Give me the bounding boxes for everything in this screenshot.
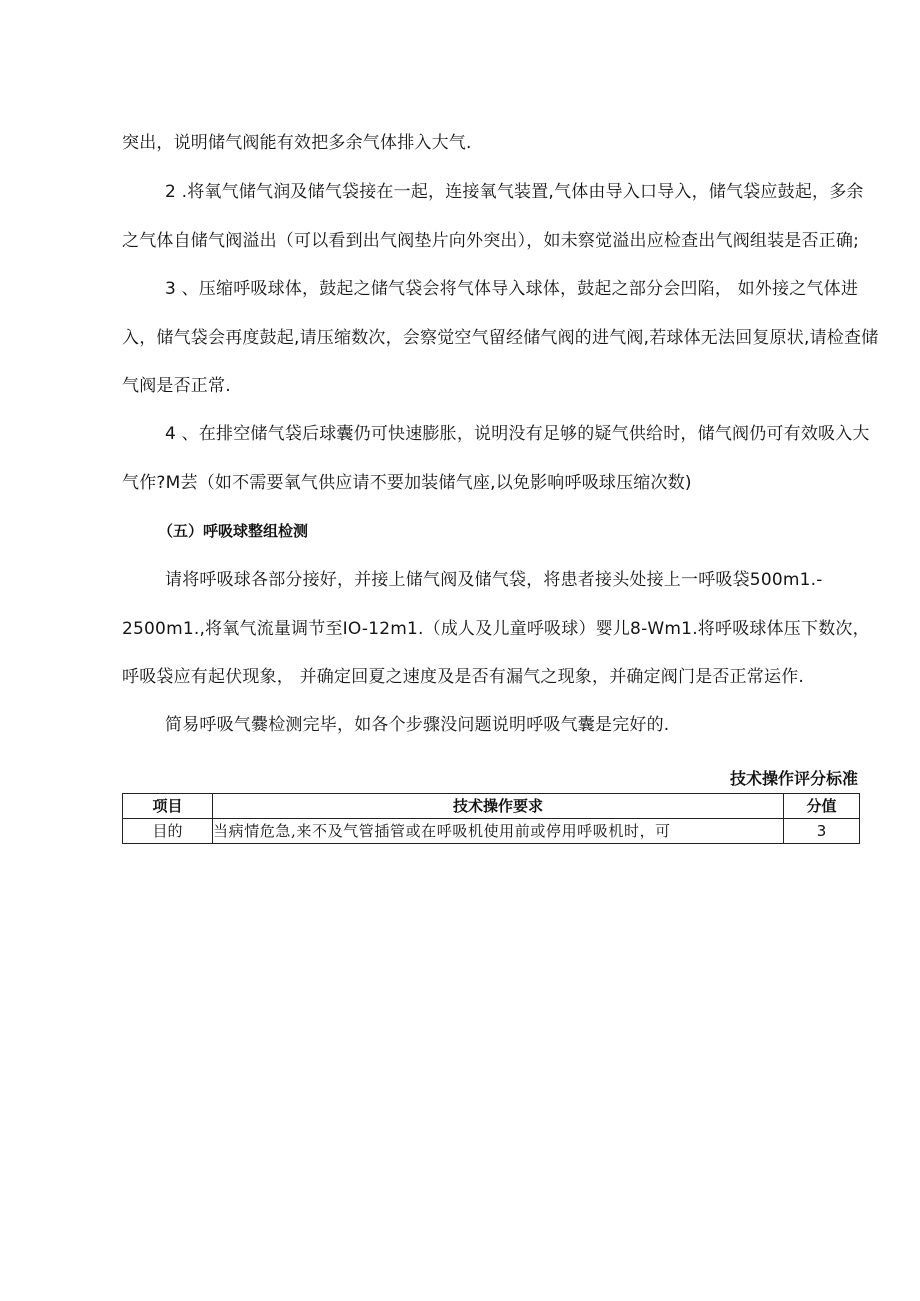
cell-item: 目的 [123,819,213,844]
paragraph-3-line-3: 气阀是否正常. [122,376,231,396]
cell-score: 3 [784,819,860,844]
cell-requirement: 当病情危急,来不及气管插管或在呼吸机使用前或停用呼吸机时，可 [213,819,784,844]
table-header-row [123,794,860,819]
header-item: 项目 [123,794,213,819]
paragraph-6-line-1: 简易呼吸气爨检测完毕，如各个步骤没问题说明呼吸气囊是完好的. [165,715,670,735]
scoring-table [122,793,860,844]
paragraph-2-line-1: 2 .将氧气储气润及储气袋接在一起，连接氧气装置,气体由导入口导入，储气袋应鼓起，多余 [165,182,864,202]
paragraph-2-line-2: 之气体自储气阀溢出（可以看到出气阀垫片向外突出），如未察觉溢出应检查出气阀组装是否正确; [122,231,860,251]
table-title: 技术操作评分标准 [729,769,858,788]
paragraph-3-line-2: 入，储气袋会再度鼓起,请压缩数次，会察觉空气留经储气阀的进气阀,若球体无法回复原状,请检查储 [122,328,879,348]
paragraph-1-line-1: 突出，说明储气阀能有效把多余气体排入大气. [122,133,472,153]
paragraph-4-line-1: 4 、在排空储气袋后球囊仍可快速膨胀，说明没有足够的疑气供给时，储气阀仍可有效吸入大 [165,424,870,444]
section-heading: （五）呼吸球整组检测 [158,522,309,540]
paragraph-5-line-3: 呼吸袋应有起伏现象， 并确定回夏之速度及是否有漏气之现象，并确定阀门是否正常运作. [122,667,805,687]
paragraph-4-line-2: 气作?M芸（如不需要氧气供应请不要加装储气座,以免影响呼吸球压缩次数) [122,473,692,493]
header-requirement: 技术操作要求 [213,794,784,819]
paragraph-5-line-2: 2500m1.,将氧气流量调节至IO-12m1.（成人及儿童呼吸球）婴儿8-Wm1.将呼吸球体压下数次， [122,619,870,639]
paragraph-3-line-1: 3 、压缩呼吸球体，鼓起之储气袋会将气体导入球体，鼓起之部分会凹陷， 如外接之气体进 [165,279,859,299]
paragraph-5-line-1: 请将呼吸球各部分接好，并接上储气阀及储气袋，将患者接头处接上一呼吸袋500m1.- [165,570,823,590]
table-row [123,819,860,844]
header-score: 分值 [784,794,860,819]
